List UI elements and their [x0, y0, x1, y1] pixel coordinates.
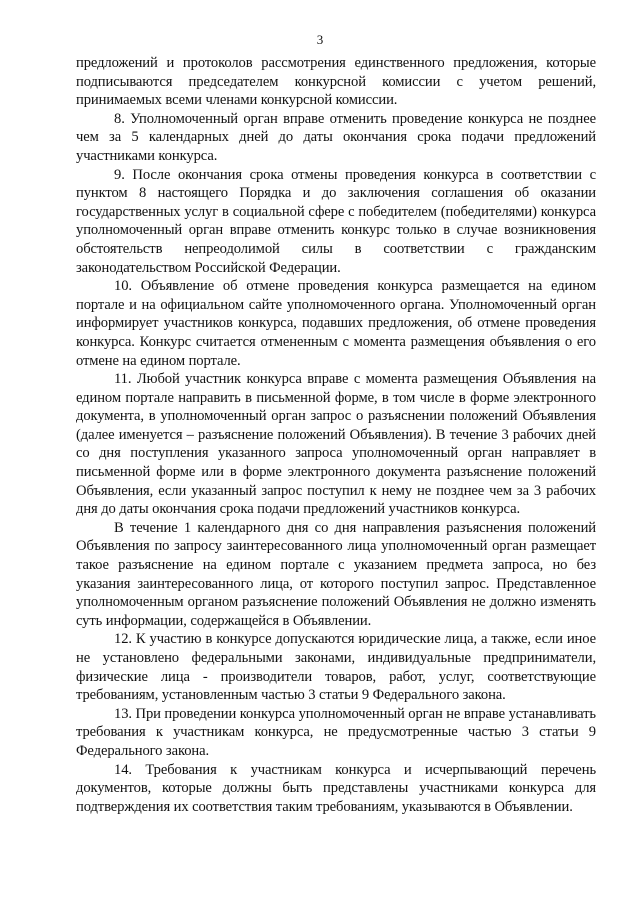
paragraph-item-13: 13. При проведении конкурса уполномоченный орган не вправе устанавливать требования к участникам конкурса, не предусмотренные частью 3 статьи 9 Федерального закона. — [76, 705, 596, 759]
paragraph-item-9: 9. После окончания срока отмены проведения конкурса в соответствии с пунктом 8 настоящего Порядка и до заключения соглашения об оказании государственных услуг в социальной сфере с победителем (победителями) конкурса уполномоченный орган вправе отменить конкурс только в случае возникновения обстоятельств непреодолимой силы в соответствии с гражданским законодательством Российской Федерации. — [76, 166, 596, 276]
paragraph-item-12: 12. К участию в конкурсе допускаются юридические лица, а также, если иное не установлено федеральными законами, индивидуальные предприниматели, физические лица - производители товаров, работ, услуг, соответствующие требованиям, установленным частью 3 статьи 9 Федерального закона. — [76, 631, 596, 704]
paragraph-item-14: 14. Требования к участникам конкурса и исчерпывающий перечень документов, которые должны быть представлены участниками конкурса для подтверждения их соответствия таким требованиям, указываются в Объявлении. — [76, 761, 596, 815]
paragraph-item-8: 8. Уполномоченный орган вправе отменить проведение конкурса не позднее чем за 5 календарных дней до даты окончания срока подачи предложений участниками конкурса. — [76, 110, 596, 164]
document-body — [76, 54, 596, 816]
paragraph-continuation: предложений и протоколов рассмотрения единственного предложения, которые подписываются председателем конкурсной комиссии с учетом решений, принимаемых всеми членами конкурсной комиссии. — [76, 55, 596, 109]
paragraph-item-10: 10. Объявление об отмене проведения конкурса размещается на едином портале и на официальном сайте уполномоченного органа. Уполномоченный орган информирует участников конкурса, подавших предложения, об отмене проведения конкурса. Конкурс считается отмененным с момента размещения объявления о его отмене на едином портале. — [76, 278, 596, 369]
page-number: 3 — [316, 32, 324, 47]
paragraph-item-11-clarification: В течение 1 календарного дня со дня направления разъяснения положений Объявления по запросу заинтересованного лица уполномоченный орган размещает такое разъяснение на едином портале с указанием предмета запроса, но без указания заинтересованного лица, от которого поступил запрос. Представленное уполномоченным органом разъяснение положений Объявления не должно изменять суть информации, содержащейся в Объявлении. — [76, 519, 596, 629]
paragraph-item-11: 11. Любой участник конкурса вправе с момента размещения Объявления на едином портале направить в письменной форме, в том числе в форме электронного документа, в уполномоченный орган запрос о разъяснении положений Объявления (далее именуется – разъяснение положений Объявления). В течение 3 рабочих дней со дня поступления указанного запроса уполномоченный орган направляет в письменной форме или в форме электронного документа разъяснение положений Объявления, если указанный запрос поступил к нему не позднее чем за 3 рабочих дня до даты окончания срока подачи предложений участников конкурса. — [76, 371, 596, 518]
